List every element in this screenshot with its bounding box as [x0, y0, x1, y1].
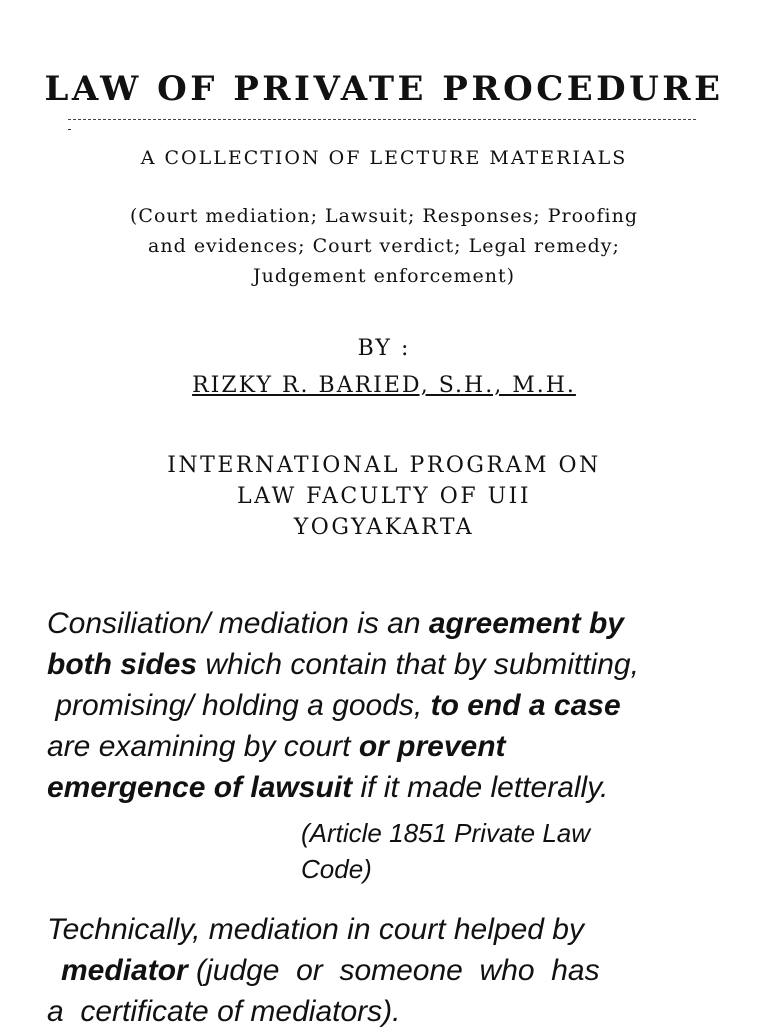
topics-list — [60, 201, 708, 291]
mediator-paragraph — [47, 909, 737, 1032]
paragraph-line — [47, 767, 737, 808]
text-run: which contain that by submitting, — [197, 648, 639, 681]
citation-line: Code) — [301, 854, 372, 884]
document-title: LAW OF PRIVATE PROCEDURE — [44, 69, 724, 109]
emphasis-run: mediator — [61, 954, 188, 987]
author-name: RIZKY R. BARIED, S.H., M.H. — [192, 373, 576, 398]
text-run: (judge or someone who has — [187, 954, 600, 987]
institution-line: LAW FACULTY OF UII — [236, 484, 532, 509]
text-run: promising/ holding a goods, — [47, 689, 431, 722]
emphasis-run: to end a case — [430, 689, 621, 722]
topics-line: and evidences; Court verdict; Legal remedy; — [148, 235, 620, 257]
article-citation — [301, 815, 590, 887]
institution-line: INTERNATIONAL PROGRAM ON — [167, 453, 601, 478]
emphasis-run: emergence of lawsuit — [47, 771, 353, 804]
institution — [0, 450, 768, 543]
emphasis-run: both sides — [47, 648, 198, 681]
emphasis-run: or prevent — [358, 730, 506, 763]
paragraph-line — [47, 726, 737, 767]
text-run: are examining by court — [47, 730, 359, 763]
text-run: if it made letterally. — [352, 771, 609, 804]
emphasis-run: agreement by — [428, 607, 624, 640]
topics-line: Judgement enforcement) — [252, 265, 516, 287]
institution-line: YOGYAKARTA — [293, 515, 475, 540]
by-label: BY : — [357, 336, 411, 361]
title-divider — [68, 119, 696, 120]
document-subtitle: A COLLECTION OF LECTURE MATERIALS — [140, 147, 628, 169]
paragraph-line — [47, 603, 737, 644]
paragraph-line: Technically, mediation in court helped by — [47, 913, 584, 946]
paragraph-line — [47, 685, 737, 726]
paragraph-line: a certificate of mediators). — [47, 995, 401, 1028]
text-run: Consiliation/ mediation is an — [47, 607, 429, 640]
paragraph-line — [47, 644, 737, 685]
topics-line: (Court mediation; Lawsuit; Responses; Proofing — [130, 205, 638, 227]
citation-line: (Article 1851 Private Law — [301, 818, 591, 848]
stray-mark — [68, 129, 71, 130]
mediation-definition-paragraph — [47, 603, 737, 808]
paragraph-line — [47, 950, 737, 991]
